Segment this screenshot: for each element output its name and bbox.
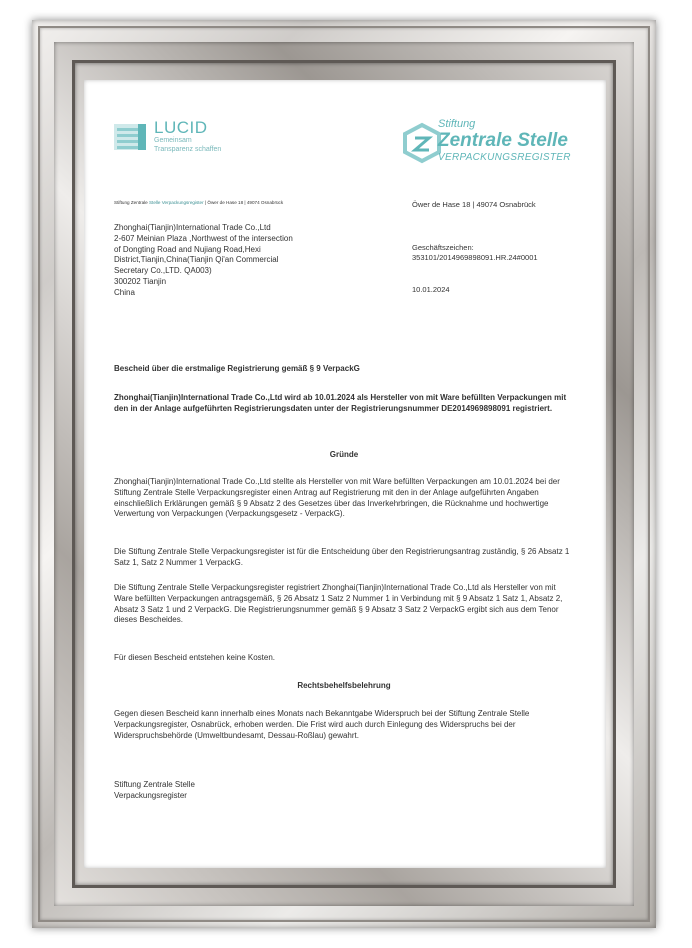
zs-logo-name: Zentrale Stelle [438,130,568,151]
zs-logo-prefix: Stiftung [438,118,476,130]
lucid-logo-icon [114,120,148,154]
remedy-heading: Rechtsbehelfsbelehrung [297,681,391,690]
sender-return-line: Stiftung Zentrale Stelle Verpackungsregister | Öwer de Hase 18 | 49074 Osnabrück [114,200,284,205]
decision-paragraph: Zhonghai(Tianjin)International Trade Co.,Ltd wird ab 10.01.2024 als Hersteller von mit Ware befüllten Verpackungen mit den in der Anlage aufgeführten Registrierungsdaten unter der Registrierungsnummer DE2014969898091 registriert. [114,393,567,413]
reasons-heading: Gründe [329,450,359,459]
reasons-paragraph-1: Zhonghai(Tianjin)International Trade Co.,Ltd stellte als Hersteller von mit Ware befüllten Verpackungen am 10.01.2024 bei der Stiftung Zentrale Stelle Verpackungsregister einen Antrag auf Registrierung mit den in der Anlage aufgeführten Angaben einschließlich Erklärungen gemäß § 9 Absatz 2 des Gesetzes über das Inverkehrbringen, die Rücknahme und hochwertige Verwertung von Verpackungen (Verpackungsgesetz - VerpackG). [114,477,560,519]
remedy-paragraph: Gegen diesen Bescheid kann innerhalb eines Monats nach Bekanntgabe Widerspruch bei der Stiftung Zentrale Stelle Verpackungsregister, Osnabrück, erhoben werden. Die Frist wird auch durch Einlegung des Widerspruchs bei der Widerspruchsbehörde (Umweltbundesamt, Dessau-Roßlau) gewahrt. [114,709,530,740]
reasons-paragraph-3: Die Stiftung Zentrale Stelle Verpackungsregister registriert Zhonghai(Tianjin)International Trade Co.,Ltd als Hersteller von mit Ware befüllten Verpackungen antragsgemäß, § 26 Absatz 1 Satz 2 Nummer 1 in Verbindung mit § 9 Absatz 1 Satz 1, Absatz 2, Absatz 3 Satz 1 und 2 VerpackG. Die Registrierungsnummer gemäß § 9 Absatz 3 Satz 2 VerpackG ergibt sich aus dem Tenor dieses Bescheides. [114,583,563,625]
document-subject: Bescheid über die erstmalige Registrierung gemäß § 9 VerpackG [114,364,360,373]
zentrale-stelle-logo-icon [402,122,442,164]
certificate-document [84,80,606,868]
reference-block: Geschäftszeichen: 353101/2014969898091.HR.24#0001 [412,243,538,262]
reasons-paragraph-2: Die Stiftung Zentrale Stelle Verpackungsregister ist für die Entscheidung über den Registrierungsantrag zuständig, § 26 Absatz 1 Satz 1, Satz 2 Nummer 1 VerpackG. [114,547,570,567]
document-date: 10.01.2024 [412,285,450,294]
reasons-paragraph-4: Für diesen Bescheid entstehen keine Kosten. [114,653,275,662]
signature-block: Stiftung Zentrale Stelle Verpackungsregister [114,780,195,800]
lucid-tagline: Gemeinsam Transparenz schaffen [154,137,222,153]
sender-address: Öwer de Hase 18 | 49074 Osnabrück [412,200,536,209]
recipient-address: Zhonghai(Tianjin)International Trade Co.,Ltd 2-607 Meinian Plaza ,Northwest of the intersection of Dongting Road and Nujiang Road,Hexi District,Tianjin,China(Tianjin Qi'an Commercial Secretary Co.,LTD. QA003) 300202 Tianjin China [114,223,293,297]
zs-logo-register: VERPACKUNGSREGISTER [438,152,571,163]
lucid-logo-text: LUCID [154,118,208,137]
